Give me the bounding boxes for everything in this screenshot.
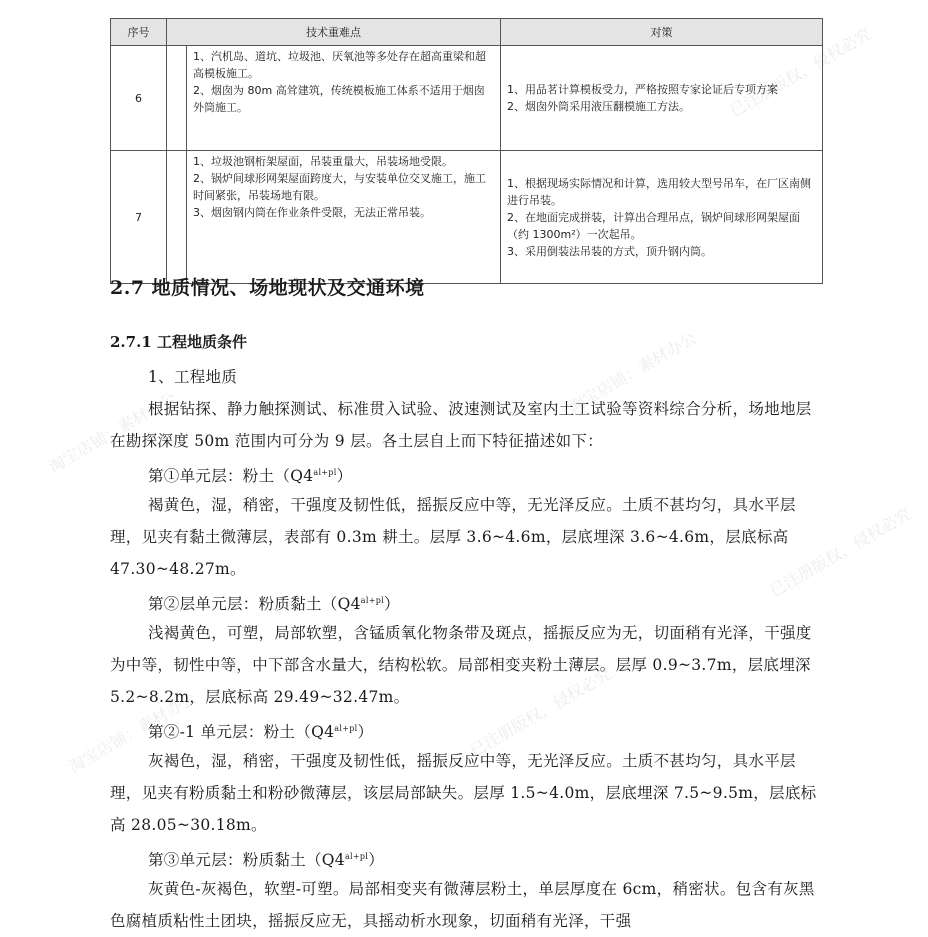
watermark: 淘宝店铺：素材办公: [45, 388, 180, 477]
row-number: 6: [111, 46, 167, 151]
section-heading: 2.7 地质情况、场地现状及交通环境: [110, 277, 425, 299]
layer-heading: 第②-1 单元层：粉土$(Q4^{al+pl})$: [148, 723, 374, 742]
layer-heading: 第②层单元层：粉质黏土$(Q4^{al+pl})$: [148, 595, 400, 614]
table-row: [111, 151, 823, 284]
paragraph-title: 1、工程地质: [148, 368, 238, 386]
row-number: 7: [111, 151, 167, 284]
table-header-measure: 对策: [501, 19, 823, 46]
difficulty-cell: 1、汽机岛、道坑、垃圾池、厌氧池等多处存在超高重梁和超高模板施工。 2、烟囱为 80m 高耸建筑，传统模板施工体系不适用于烟囱外筒施工。: [187, 46, 501, 151]
watermark: 已注册版权，侵权必究: [466, 664, 615, 761]
layer-heading: 第③单元层：粉质黏土$(Q4^{al+pl})$: [148, 851, 385, 870]
measure-cell: 1、用品茗计算模板受力，严格按照专家论证后专项方案 2、烟囱外筒采用液压翻模施工方法。: [501, 46, 823, 151]
measure-cell: 1、根据现场实际情况和计算，选用较大型号吊车，在厂区南侧进行吊装。 2、在地面完成拼装，计算出合理吊点，锅炉间球形网架屋面（约 1300m²）一次起吊。 3、采用倒装法吊装的方式，顶升钢内筒。: [501, 151, 823, 284]
table-row: [111, 46, 823, 151]
table-header-num: 序号: [111, 19, 167, 46]
watermark: 已注册版权，侵权必究: [726, 24, 875, 121]
paragraph: 根据钻探、静力触探测试、标准贯入试验、波速测试及室内土工试验等资料综合分析，场地地层在勘探深度 50m 范围内可分为 9 层。各土层自上而下特征描述如下：: [110, 400, 812, 450]
paragraph: 灰褐色，湿，稍密，干强度及韧性低，摇振反应中等，无光泽反应。土质不甚均匀，具水平层理，见夹有粉质黏土和粉砂微薄层，该层局部缺失。层厚 1.5~4.0m，层底埋深 7.5~9.5m，层底标高 28.05~30.18m。: [110, 752, 817, 834]
layer-heading: 第①单元层：粉土$(Q4^{al+pl})$: [148, 467, 353, 486]
paragraph: 灰黄色-灰褐色，软塑-可塑。局部相变夹有微薄层粉土，单层厚度在 6cm，稍密状。包含有灰黑色腐植质粘性土团块，摇振反应无，具摇动析水现象，切面稍有光泽，干强: [110, 880, 815, 930]
watermark: 淘宝店铺：素材办公: [65, 688, 200, 777]
paragraph: 褐黄色，湿，稍密，干强度及韧性低，摇振反应中等，无光泽反应。土质不甚均匀，具水平层理，见夹有黏土微薄层，表部有 0.3m 耕土。层厚 3.6~4.6m，层底埋深 3.6~4.6m，层底标高 47.30~48.27m。: [110, 496, 796, 578]
difficulty-cell: 1、垃圾池钢桁架屋面，吊装重量大，吊装场地受限。 2、锅炉间球形网架屋面跨度大，与安装单位交叉施工，施工时间紧张，吊装场地有限。 3、烟囱钢内筒在作业条件受限，无法正常吊装。: [187, 151, 501, 284]
subsection-heading: 2.7.1 工程地质条件: [110, 333, 247, 351]
table-header-difficulty: 技术重难点: [167, 19, 501, 46]
watermark: 已注册版权，侵权必究: [766, 504, 915, 601]
paragraph: 浅褐黄色，可塑，局部软塑，含锰质氧化物条带及斑点，摇振反应为无，切面稍有光泽，干强度为中等，韧性中等，中下部含水量大，结构松软。局部相变夹粉土薄层。层厚 0.9~3.7m，层底埋深 5.2~8.2m，层底标高 29.49~32.47m。: [110, 624, 812, 706]
difficulty-table: [110, 18, 823, 284]
watermark: 淘宝店铺：素材办公: [565, 328, 700, 417]
